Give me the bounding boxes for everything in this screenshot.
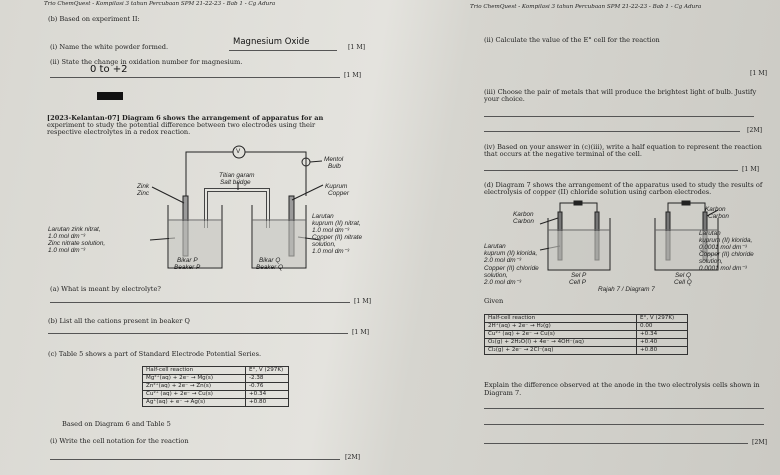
diagram-7-caption: Rajah 7 / Diagram 7 [598, 286, 655, 293]
question-c-iii: (iii) Choose the pair of metals that will produce the brightest light of bulb. Justify [484, 88, 757, 96]
header-right: Trio ChemQuest - Kompilasi 3 tahun Percubaan SPM 21-22-23 - Bab 1 - Cg Adura [470, 4, 702, 10]
table-5-cell: Zn²⁺(aq) + 2e⁻ → Zn(s) [143, 383, 246, 391]
mark-c-i: [2M] [345, 454, 361, 461]
question-d-explain: Explain the difference observed at the anode in the two electrolysis cells shown in [484, 381, 760, 389]
question-c-iv: (iv) Based on your answer in (c)(iii), write a half equation to represent the reaction [484, 143, 762, 151]
label-q-solution-4: Copper (II) chloride [699, 251, 754, 258]
label-p-solution-2: kuprum (II) klorida, [484, 250, 538, 257]
mark-b-i: [1 M] [348, 44, 366, 51]
label-q-solution-6: 0.0001 mol dm⁻³ [699, 265, 747, 272]
mark-c-iv: [1 M] [742, 166, 760, 173]
label-carbon-left: Carbon [513, 218, 534, 225]
question-intro-3: respective electrolytes in a redox reaction. [47, 128, 191, 136]
mark-b-ii: [1 M] [344, 72, 362, 79]
label-sel-p: Sel P [571, 272, 587, 279]
table-5-cell: +0.80 [246, 399, 289, 407]
label-bulb-my: Mentol [324, 156, 344, 163]
label-zinc-solution-1: Larutan zink nitrat, [48, 226, 101, 233]
given-table-header-potential: E°, V (297K) [637, 315, 688, 323]
label-p-solution-3: 2.0 mol dm⁻³ [484, 257, 522, 264]
table-5-cell: -2.38 [246, 375, 289, 383]
label-zinc-my: Zink [137, 183, 150, 190]
table-5-cell: +0.34 [246, 391, 289, 399]
mark-a: [1 M] [354, 298, 372, 305]
given-label: Given [484, 297, 504, 305]
given-table-cell: O₂(g) + 2H₂O(l) + 4e⁻ → 4OH⁻(aq) [485, 339, 637, 347]
table-5-cell: -0.76 [246, 383, 289, 391]
label-zinc-solution-2: 1.0 mol dm⁻³ [48, 233, 86, 240]
table-5-cell: Ag⁺(aq) + e⁻ → Ag(s) [143, 399, 246, 407]
label-q-solution-2: kuprum (II) klorida, [699, 237, 753, 244]
label-salt-bridge: Salt bridge [220, 179, 251, 186]
label-copper-solution-2: kuprum (II) nitrat, [312, 220, 361, 227]
mark-c-iii: [2M] [747, 127, 763, 134]
label-q-solution-3: 0.0001 mol dm⁻³ [699, 244, 747, 251]
header-left: Trio ChemQuest - Kompilasi 3 tahun Percubaan SPM 21-22-23 - Bab 1 - Cg Adura [44, 1, 276, 7]
question-d-2: electrolysis of copper (II) chloride solution using carbon electrodes. [484, 188, 712, 196]
question-c-i: (i) Write the cell notation for the reaction [50, 437, 189, 445]
question-c: (c) Table 5 shows a part of Standard Electrode Potential Series. [48, 350, 262, 358]
question-b-ii: (ii) State the change in oxidation number for magnesium. [50, 58, 243, 66]
question-d: (d) Diagram 7 shows the arrangement of the apparatus used to study the results of [484, 181, 763, 189]
label-beaker-p: Beaker P [174, 264, 201, 271]
based-on-text: Based on Diagram 6 and Table 5 [62, 420, 171, 428]
label-copper-solution-1: Larutan [312, 213, 334, 220]
label-q-solution-5: solution, [699, 258, 723, 265]
label-beaker-q-my: Bikar Q [259, 257, 281, 264]
question-b: (b) List all the cations present in beaker Q [48, 317, 190, 325]
given-table-header-reaction: Half-cell reaction [485, 315, 637, 323]
label-p-solution-4: Copper (II) chloride [484, 265, 539, 272]
question-c-ii: (ii) Calculate the value of the E° cell for the reaction [484, 36, 660, 44]
given-table [484, 314, 688, 355]
label-p-solution-5: solution, [484, 272, 508, 279]
label-cell-q: Cell Q [674, 279, 692, 286]
mark-c-ii: [1 M] [750, 70, 768, 77]
label-copper-my: Kuprum [325, 183, 348, 190]
label-beaker-q: Beaker Q [256, 264, 283, 271]
label-p-solution-6: 2.0 mol dm⁻³ [484, 279, 522, 286]
label-copper-solution-6: 1.0 mol dm⁻³ [312, 248, 350, 255]
label-karbon-right: Karbon [705, 206, 726, 213]
label-zinc-solution-4: 1.0 mol dm⁻³ [48, 247, 86, 254]
label-copper-solution-4: Copper (II) nitrate [312, 234, 363, 241]
table-5-cell: Mg²⁺(aq) + 2e⁻ → Mg(s) [143, 375, 246, 383]
given-table-cell: 0.00 [637, 323, 688, 331]
voltmeter-icon: V [236, 148, 241, 155]
question-d-explain-2: Diagram 7. [484, 389, 522, 397]
label-p-solution-1: Larutan [484, 243, 506, 250]
label-zinc: Zinc [137, 190, 150, 197]
answer-b-ii: 0 to +2 [90, 64, 128, 75]
given-table-cell: +0.40 [637, 339, 688, 347]
mark-b: [1 M] [352, 329, 370, 336]
question-b-i: (i) Name the white powder formed. [50, 43, 169, 51]
label-copper: Copper [328, 190, 349, 197]
table-5-header-reaction: Half-cell reaction [143, 367, 246, 375]
answer-b-i: Magnesium Oxide [233, 37, 310, 47]
given-table-cell: +0.34 [637, 331, 688, 339]
question-c-iii-2: your choice. [484, 95, 525, 103]
label-q-solution-1: Larutan [699, 230, 721, 237]
given-table-cell: Cu²⁺ (aq) + 2e⁻ → Cu(s) [485, 331, 637, 339]
label-salt-bridge-my: Titian garam [219, 172, 255, 179]
label-beaker-p-my: Bikar P [177, 257, 198, 264]
label-bulb: Bulb [328, 163, 341, 170]
given-table-cell: Cl₂(g) + 2e⁻ → 2Cl⁻(aq) [485, 347, 637, 355]
question-b-heading: (b) Based on experiment II: [48, 15, 140, 23]
label-carbon-right: Carbon [708, 213, 729, 220]
question-a: (a) What is meant by electrolyte? [50, 285, 161, 293]
label-sel-q: Sel Q [675, 272, 691, 279]
given-table-cell: +0.80 [637, 347, 688, 355]
label-cell-p: Cell P [569, 279, 587, 286]
table-5-cell: Cu²⁺ (aq) + 2e⁻ → Cu(s) [143, 391, 246, 399]
question-intro-1: [2023-Kelantan-07] Diagram 6 shows the arrangement of apparatus for an [47, 114, 324, 122]
label-zinc-solution-3: Zinc nitrate solution, [48, 240, 106, 247]
mark-d: [2M] [752, 439, 768, 446]
table-5-header-potential: E°, V (297K) [246, 367, 289, 375]
question-intro-2: experiment to study the potential difference between two electrodes using their [47, 121, 316, 129]
given-table-cell: 2H⁺(aq) + 2e⁻ → H₂(g) [485, 323, 637, 331]
label-copper-solution-5: solution, [312, 241, 336, 248]
question-c-iv-2: that occurs at the negative terminal of the cell. [484, 150, 642, 158]
label-copper-solution-3: 1.0 mol dm⁻³ [312, 227, 350, 234]
label-karbon-left: Karbon [513, 211, 534, 218]
